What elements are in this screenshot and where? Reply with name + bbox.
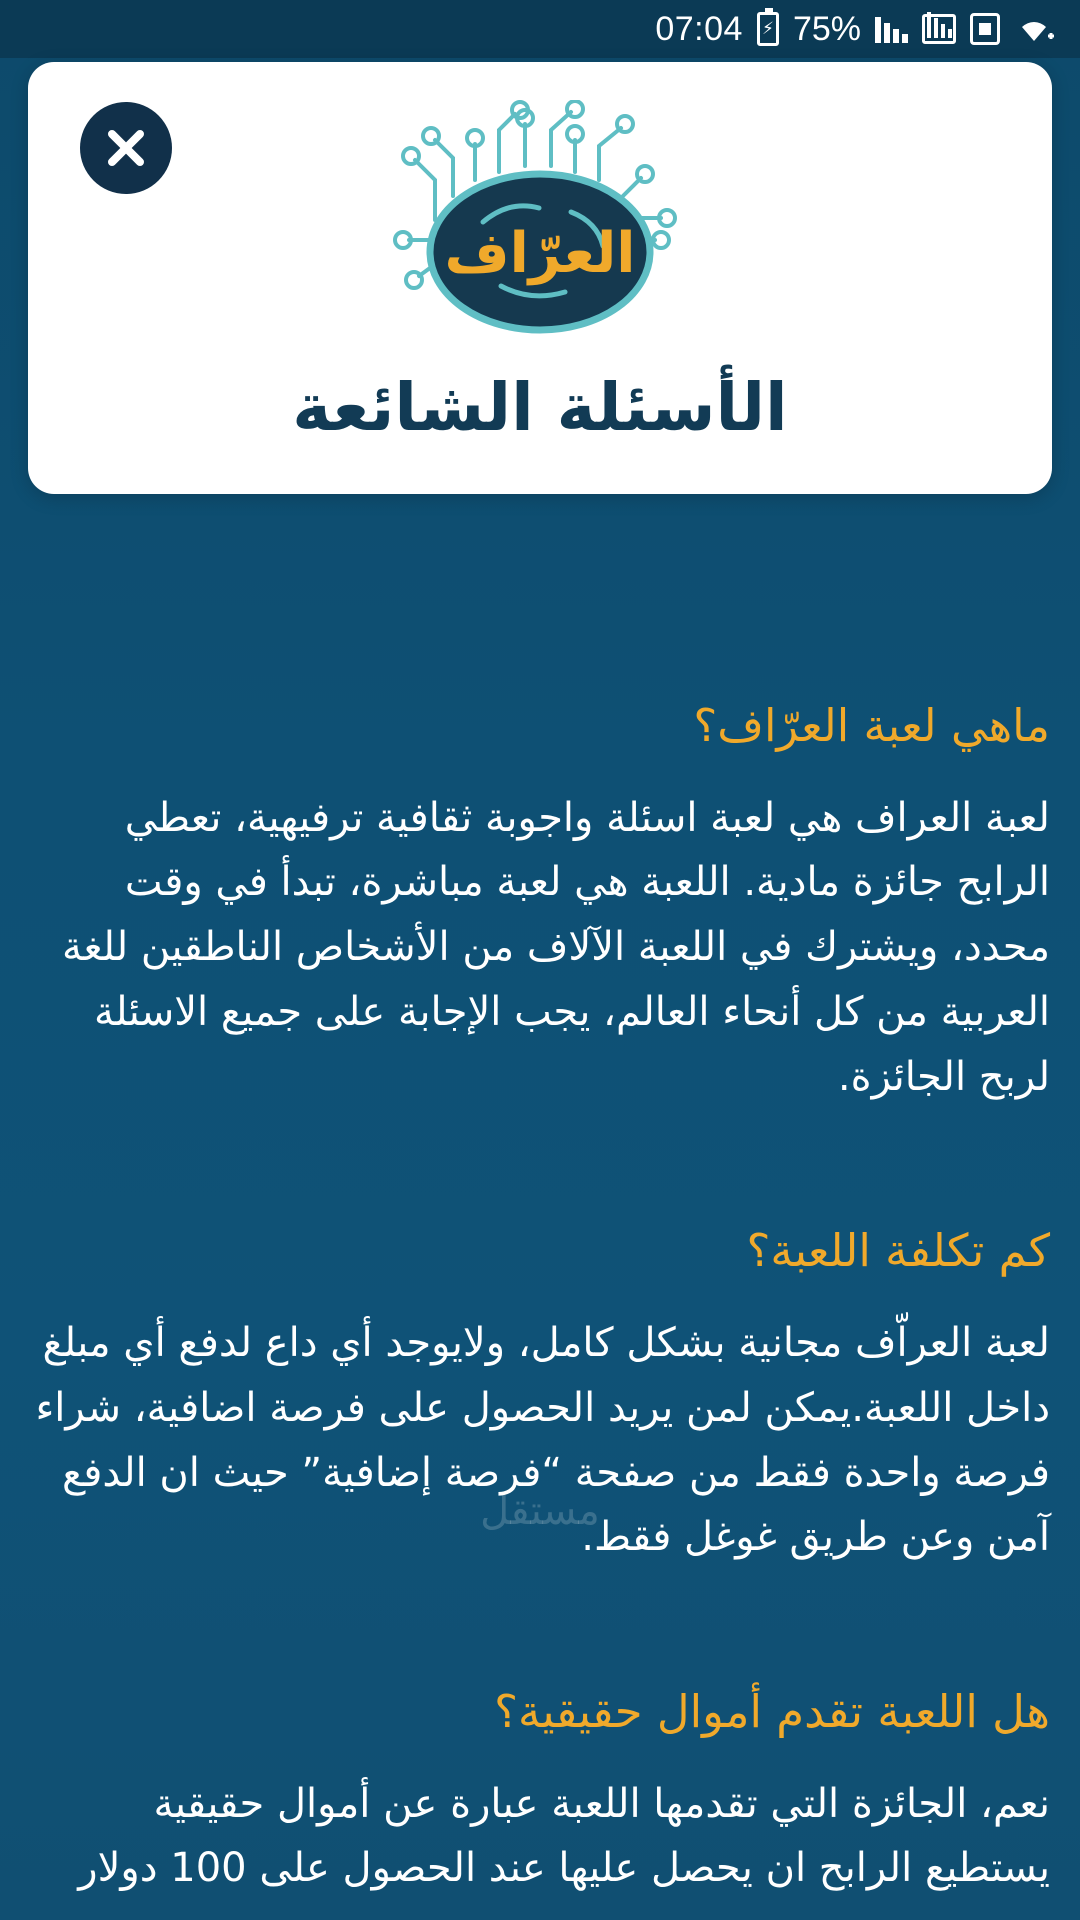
signal-icon bbox=[922, 14, 956, 44]
wifi-icon bbox=[1014, 14, 1054, 44]
faq-content[interactable] bbox=[0, 520, 1080, 1920]
app-logo bbox=[28, 100, 1052, 360]
faq-answer: نعم، الجائزة التي تقدمها اللعبة عبارة عن أموال حقيقية يستطيع الرابح ان يحصل عليها عند الحصول على 100 دولار bbox=[78, 1780, 1050, 1892]
watermark: مستقل bbox=[480, 1488, 600, 1534]
status-bar bbox=[0, 0, 1080, 58]
battery-charging-icon bbox=[757, 12, 779, 46]
brain-circuit-logo-icon bbox=[375, 100, 705, 360]
sd-card-icon bbox=[970, 13, 1000, 45]
battery-percent-label: 75% bbox=[792, 9, 861, 48]
signal-bars-icon bbox=[875, 15, 908, 43]
faq-question: كم تكلفة اللعبة؟ bbox=[746, 1224, 1050, 1278]
status-bar-right-cluster bbox=[655, 10, 1054, 49]
faq-item bbox=[30, 1678, 1050, 1901]
faq-item bbox=[30, 1217, 1050, 1570]
faq-header-card bbox=[28, 62, 1052, 494]
status-clock: 07:04 bbox=[655, 9, 743, 48]
faq-question: ماهي لعبة العرّاف؟ bbox=[693, 699, 1050, 752]
page-title: الأسئلة الشائعة bbox=[292, 369, 788, 446]
faq-answer: لعبة العراف هي لعبة اسئلة واجوبة ثقافية ترفيهية، تعطي الرابح جائزة مادية. اللعبة هي لعبة مباشرة، تبدأ في وقت محدد، ويشترك في اللعبة الآلاف من الأشخاص الناطقين للغة العربية من كل أنحاء العالم، يجب الإجابة على جميع الاسئلة لربح الجائزة. bbox=[62, 794, 1050, 1100]
faq-answer: لعبة العراّف مجانية بشكل كامل، ولايوجد أي داع لدفع أي مبلغ داخل اللعبة.‏يمكن لمن يريد الحصول على فرصة اضافية، شراء فرصة واحدة فقط من صفحة “فرصة إضافية” حيث ان الدفع آمن وعن طريق غوغل فقط. bbox=[35, 1319, 1050, 1561]
logo-wordmark: العرّاف bbox=[444, 221, 636, 286]
faq-item bbox=[30, 692, 1050, 1109]
faq-question: هل اللعبة تقدم أموال حقيقية؟ bbox=[494, 1685, 1050, 1739]
